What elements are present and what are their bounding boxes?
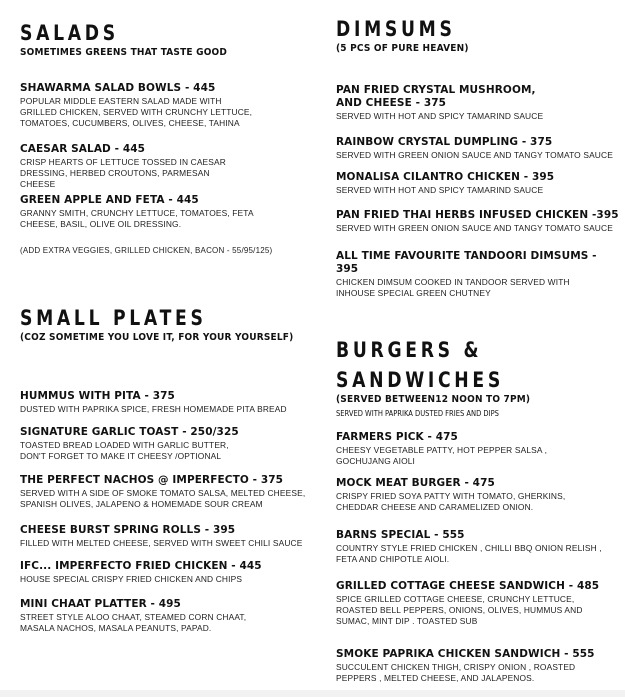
item-name: SIGNATURE GARLIC TOAST - 250/325	[20, 426, 239, 438]
item-description: CRISP HEARTS OF LETTUCE TOSSED IN CAESAR DRESSING, HERBED CROUTONS, PARMESAN CHEESE	[20, 157, 226, 189]
item-description: SUCCULENT CHICKEN THIGH, CRISPY ONION , ROASTED PEPPERS , MELTED CHEESE, AND JALAPENOS.	[336, 662, 576, 683]
menu-item	[336, 84, 621, 122]
menu-item	[20, 560, 320, 585]
item-name: HUMMUS WITH PITA - 375	[20, 390, 175, 402]
item-description: CHICKEN DIMSUM COOKED IN TANDOOR SERVED WITH INHOUSE SPECIAL GREEN CHUTNEY	[336, 277, 570, 298]
menu-item	[336, 580, 621, 627]
item-name: SMOKE PAPRIKA CHICKEN SANDWICH - 555	[336, 648, 595, 660]
item-description: COUNTRY STYLE FRIED CHICKEN , CHILLI BBQ ONION RELISH , FETA AND CHIPOTLE AIOLI.	[336, 543, 602, 564]
item-name: GRILLED COTTAGE CHEESE SANDWICH - 485	[336, 580, 600, 592]
small-plates-title: SMALL PLATES	[20, 306, 207, 330]
item-name: PAN FRIED THAI HERBS INFUSED CHICKEN -395	[336, 209, 619, 221]
item-description: SERVED WITH A SIDE OF SMOKE TOMATO SALSA, MELTED CHEESE, SPANISH OLIVES, JALAPENO & HOMEMADE SOUR CREAM	[20, 488, 306, 509]
menu-item	[336, 136, 621, 161]
salads-subtitle: SOMETIMES GREENS THAT TASTE GOOD	[20, 47, 228, 58]
menu-item	[336, 648, 621, 684]
menu-item	[20, 474, 320, 510]
item-description: CRISPY FRIED SOYA PATTY WITH TOMATO, GHERKINS, CHEDDAR CHEESE AND CARAMELIZED ONION.	[336, 491, 566, 512]
item-name: FARMERS PICK - 475	[336, 431, 458, 443]
salads-title: SALADS	[20, 21, 119, 45]
item-name: MINI CHAAT PLATTER - 495	[20, 598, 181, 610]
bottom-edge-strip	[0, 690, 625, 697]
menu-item	[336, 477, 621, 513]
burgers-title-line2: SANDWICHES	[336, 368, 504, 392]
item-name: SHAWARMA SALAD BOWLS - 445	[20, 82, 216, 94]
item-description: CHEESY VEGETABLE PATTY, HOT PEPPER SALSA , GOCHUJANG AIOLI	[336, 445, 548, 466]
item-description: DUSTED WITH PAPRIKA SPICE, FRESH HOMEMADE PITA BREAD	[20, 404, 287, 414]
menu-item	[336, 431, 621, 467]
menu-item	[20, 194, 320, 230]
item-description: SERVED WITH HOT AND SPICY TAMARIND SAUCE	[336, 111, 544, 121]
item-description: TOASTED BREAD LOADED WITH GARLIC BUTTER, DON'T FORGET TO MAKE IT CHEESY /OPTIONAL	[20, 440, 229, 461]
item-description: SERVED WITH HOT AND SPICY TAMARIND SAUCE	[336, 185, 544, 195]
item-name: MONALISA CILANTRO CHICKEN - 395	[336, 171, 555, 183]
item-description: SPICE GRILLED COTTAGE CHEESE, CRUNCHY LETTUCE, ROASTED BELL PEPPERS, ONIONS, OLIVES, HUMMUS AND SUMAC, MINT DIP . TOASTED SUB	[336, 594, 583, 626]
salads-extras-note: (ADD EXTRA VEGGIES, GRILLED CHICKEN, BACON - 55/95/125)	[20, 246, 273, 255]
item-description: SERVED WITH GREEN ONION SAUCE AND TANGY TOMATO SAUCE	[336, 150, 613, 160]
burgers-title-line1: BURGERS &	[336, 338, 483, 362]
salads-section	[20, 20, 320, 58]
burgers-served-note: SERVED WITH PAPRIKA DUSTED FRIES AND DIPS	[336, 409, 499, 418]
menu-item	[336, 529, 621, 565]
burgers-subtitle: (SERVED BETWEEN12 NOON TO 7PM)	[336, 394, 531, 405]
item-description: GRANNY SMITH, CRUNCHY LETTUCE, TOMATOES, FETA CHEESE, BASIL, OLIVE OIL DRESSING.	[20, 208, 254, 229]
item-name: BARNS SPECIAL - 555	[336, 529, 465, 541]
item-name: PAN FRIED CRYSTAL MUSHROOM, AND CHEESE - 375	[336, 84, 536, 109]
menu-item	[20, 390, 320, 415]
item-description: FILLED WITH MELTED CHEESE, SERVED WITH SWEET CHILI SAUCE	[20, 538, 303, 548]
item-name: CAESAR SALAD - 445	[20, 143, 146, 155]
menu-item	[336, 250, 621, 299]
item-description: SERVED WITH GREEN ONION SAUCE AND TANGY TOMATO SAUCE	[336, 223, 613, 233]
menu-item	[336, 171, 621, 196]
menu-item	[20, 82, 320, 129]
menu-item	[336, 209, 621, 234]
item-description: HOUSE SPECIAL CRISPY FRIED CHICKEN AND CHIPS	[20, 574, 243, 584]
item-description: POPULAR MIDDLE EASTERN SALAD MADE WITH GRILLED CHICKEN, SERVED WITH CRUNCHY LETTUCE, TOMATOES, CUCUMBERS, OLIVES, CHEESE, TAHINA	[20, 96, 253, 128]
item-name: RAINBOW CRYSTAL DUMPLING - 375	[336, 136, 553, 148]
item-name: IFC... IMPERFECTO FRIED CHICKEN - 445	[20, 560, 262, 572]
burgers-section	[336, 337, 621, 418]
dimsums-section	[336, 16, 621, 54]
small-plates-subtitle: (COZ SOMETIME YOU LOVE IT, FOR YOUR YOURSELF)	[20, 332, 294, 343]
item-name: ALL TIME FAVOURITE TANDOORI DIMSUMS - 395	[336, 250, 597, 275]
item-name: MOCK MEAT BURGER - 475	[336, 477, 495, 489]
menu-item	[20, 524, 320, 549]
menu-item	[20, 598, 320, 634]
item-name: GREEN APPLE AND FETA - 445	[20, 194, 199, 206]
small-plates-section	[20, 305, 320, 343]
item-description: STREET STYLE ALOO CHAAT, STEAMED CORN CHAAT, MASALA NACHOS, MASALA PEANUTS, PAPAD.	[20, 612, 247, 633]
dimsums-subtitle: (5 PCS OF PURE HEAVEN)	[336, 43, 469, 54]
menu-item	[20, 143, 320, 190]
dimsums-title: DIMSUMS	[336, 17, 456, 41]
menu-item	[20, 426, 320, 462]
item-name: THE PERFECT NACHOS @ IMPERFECTO - 375	[20, 474, 284, 486]
item-name: CHEESE BURST SPRING ROLLS - 395	[20, 524, 236, 536]
